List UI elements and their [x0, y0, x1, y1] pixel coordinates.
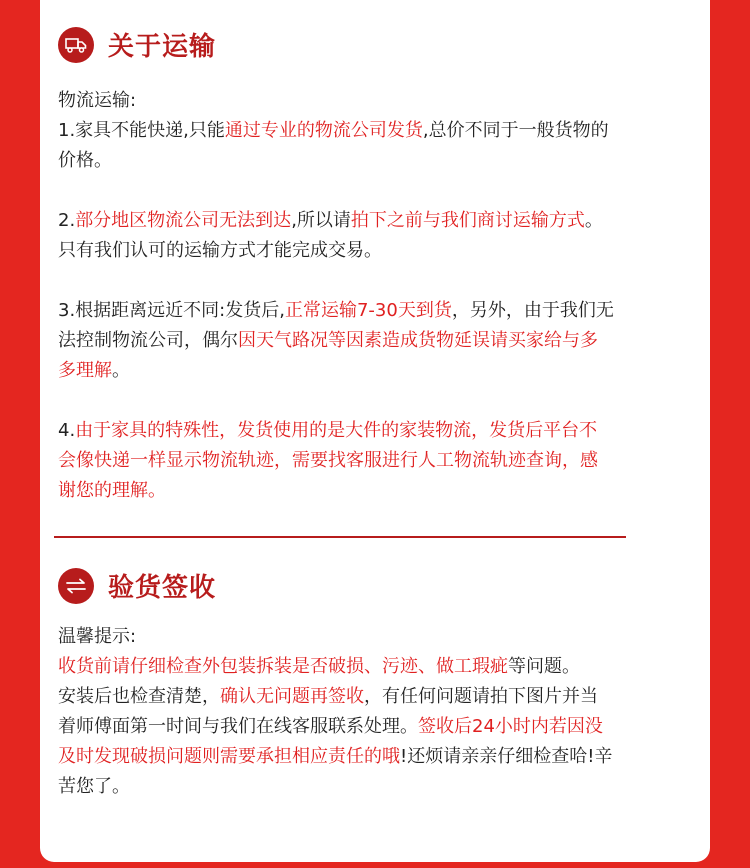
- shipping-paragraph-2: [58, 206, 614, 266]
- shipping-body: [58, 86, 614, 506]
- section-divider: [54, 536, 626, 538]
- highlight-text: 确认无问题再签收: [220, 686, 364, 707]
- text-segment: 等问题。: [508, 656, 580, 677]
- text-segment: 3.根据距离远近不同:发货后,: [58, 300, 285, 321]
- highlight-text: 正常运输7-30天到货: [284, 300, 452, 321]
- highlight-text: 通过专业的物流公司发货: [224, 120, 423, 141]
- text-segment: 2.: [58, 210, 76, 231]
- highlight-text: 由于家具的特殊性，发货使用的是大件的家装物流，发货后平台不会像快递一样显示物流轨迹，需要找客服进行人工物流轨迹查询，感谢您的理解。: [58, 420, 598, 501]
- highlight-text: 因天气路况等因素造成货物延误请买家给与多多理解: [58, 330, 598, 381]
- shipping-paragraph-1: [58, 116, 614, 176]
- shipping-paragraph-3: [58, 296, 614, 386]
- shipping-paragraph-4: [58, 416, 614, 506]
- inspection-intro: 温馨提示:: [58, 626, 137, 647]
- text-segment: ，有任何问题请拍下图片并当着师傅面第一时间与我们在线客服联系处理。: [58, 686, 598, 737]
- text-segment: 1.家具不能快递,只能: [58, 120, 225, 141]
- highlight-text: 收货前请仔细检查外包装拆装是否破损、污迹、做工瑕疵: [58, 656, 508, 677]
- text-segment: 。只有我们认可的运输方式才能完成交易。: [58, 210, 603, 261]
- truck-icon: [58, 27, 94, 63]
- text-segment: 安装后也检查清楚，: [58, 686, 220, 707]
- highlight-text: 签收后24小时内若因没及时发现破损问题则需要承担相应责任的哦: [58, 716, 603, 767]
- inspection-header: [58, 567, 216, 604]
- highlight-text: 拍下之前与我们商讨运输方式: [350, 210, 585, 231]
- shipping-header: [58, 26, 216, 63]
- inspection-title: 验货签收: [108, 573, 217, 603]
- text-segment: 。: [112, 360, 130, 381]
- inspection-body: [58, 622, 614, 802]
- text-segment: ,所以请: [291, 210, 351, 231]
- shipping-title: 关于运输: [108, 32, 217, 62]
- text-segment: ，另外，由于我们无法控制物流公司，偶尔: [58, 300, 614, 351]
- shipping-intro: 物流运输:: [58, 90, 137, 111]
- text-segment: ,总价不同于一般货物的价格。: [58, 120, 609, 171]
- text-segment: !还烦请亲亲仔细检查哈!辛苦您了。: [58, 746, 613, 797]
- text-segment: 4.: [58, 420, 76, 441]
- highlight-text: 部分地区物流公司无法到达: [75, 210, 292, 231]
- inspection-paragraph-2: [58, 682, 614, 802]
- exchange-arrows-icon: [58, 568, 94, 604]
- inspection-paragraph-1: [58, 652, 614, 682]
